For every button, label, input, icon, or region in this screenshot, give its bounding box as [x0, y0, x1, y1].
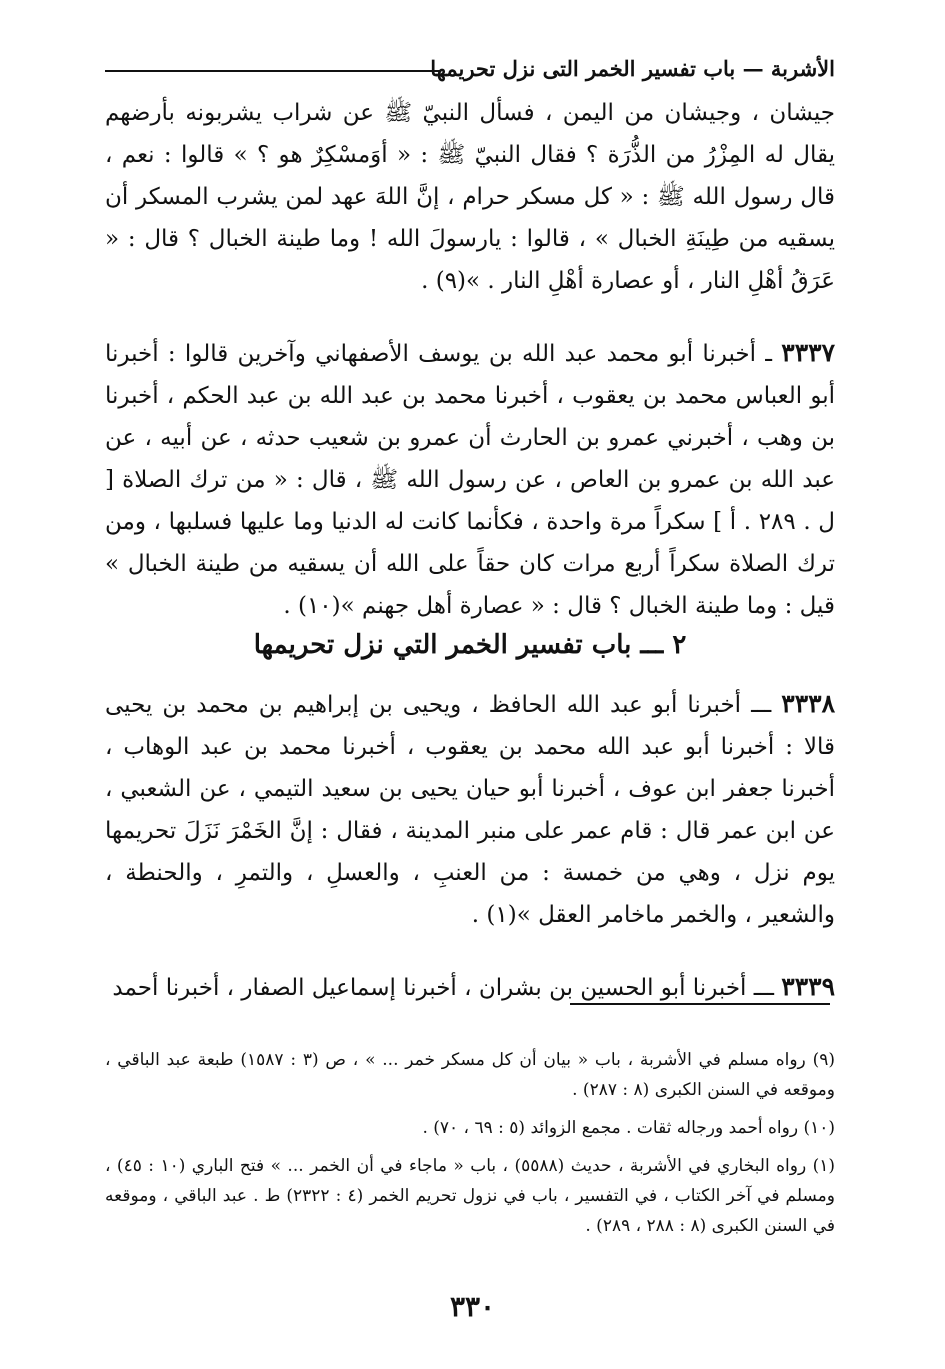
page-number: ٣٣٠	[449, 1290, 496, 1323]
section-title: ٢ ـــ باب تفسير الخمر التي نزل تحريمها	[253, 630, 687, 660]
paragraph-3337	[105, 332, 835, 627]
paragraph-text: ـــ أخبرنا أبو عبد الله الحافظ ، ويحيى بن إبراهيم بن محمد بن يحيى قالا : أخبرنا أبو عبد الله محمد بن يعقوب ، أخبرنا محمد بن عبد الوهاب ، أخبرنا جعفر ابن عوف ، أخبرنا أبو حيان يحيى بن سعيد التيمي ، عن الشعبي ، عن ابن عمر قال : قام عمر على منبر المدينة ، فقال : إنَّ الخَمْرَ نَزَلَ تحريمها يوم نزل ، وهي من خمسة : من العنبِ ، والعسلِ ، والتمرِ ، والحنطة ، والشعير ، والخمر ماخامر العقل »(١) .	[105, 692, 835, 928]
footnote-9: (٩) رواه مسلم في الأشربة ، باب « بيان أن كل مسكر خمر ... » ، ص (٣ : ١٥٨٧) طبعة عبد الباقي ، وموقعه في السنن الكبرى (٨ : ٢٨٧) .	[105, 1050, 835, 1100]
footnote-10: (١٠) رواه أحمد ورجاله ثقات . مجمع الزوائد (٥ : ٦٩ ، ٧٠) .	[422, 1118, 835, 1138]
paragraph-text: ـــ أخبرنا أبو الحسين بن بشران ، أخبرنا إسماعيل الصفار ، أخبرنا أحمد	[112, 975, 774, 1001]
hadith-number: ٣٣٣٩	[781, 972, 835, 1001]
main-text-2	[105, 683, 835, 1039]
footnote-separator	[570, 1003, 830, 1005]
hadith-number: ٣٣٣٨	[781, 689, 835, 718]
running-header	[105, 48, 835, 88]
paragraph-text: ـ أخبرنا أبو محمد عبد الله بن يوسف الأصفهاني وآخرين قالوا : أخبرنا أبو العباس محمد بن يعقوب ، أخبرنا محمد بن عبد الله بن عبد الحكم ، أخبرنا بن وهب ، أخبرني عمرو بن الحارث أن عمرو بن شعيب حدثه ، عن أبيه ، عن عبد الله بن عمرو بن العاص ، عن رسول الله ﷺ ، قال : « من ترك الصلاة [ ل . ٢٨٩ . أ ] سكراً مرة واحدة ، فكأنما كانت له الدنيا وما عليها فسلبها ، ومن ترك الصلاة سكراً أربع مرات كان حقاً على الله أن يسقيه من طينة الخبال » قيل : وما طينة الخبال ؟ قال : « عصارة أهل جهنم »(١٠) .	[105, 341, 835, 619]
paragraph-3338	[105, 683, 835, 936]
footnote-1: (١) رواه البخاري في الأشربة ، حديث (٥٥٨٨) ، باب « ماجاء في أن الخمر ... » فتح الباري (١٠ : ٤٥) ، ومسلم في آخر الكتاب ، في التفسير ، باب في نزول تحريم الخمر (٤ : ٢٣٢٢) ط . عبد الباقي ، وموقعه في السنن الكبرى (٨ : ٢٨٨ ، ٢٨٩) .	[105, 1156, 835, 1236]
hadith-number: ٣٣٣٧	[781, 338, 836, 367]
main-text	[105, 92, 835, 657]
footnotes	[105, 1045, 835, 1249]
paragraph-continuation	[105, 92, 835, 302]
paragraph-text: جيشان ، وجيشان من اليمن ، فسأل النبيّ ﷺ عن شراب يشربونه بأرضهم يقال له المِزْرُ من الذُّرَة ؟ فقال النبيّ ﷺ : « أوَمسْكِرٌ هو ؟ » قالوا : نعم ، قال رسول الله ﷺ : « كل مسكر حرام ، إنَّ اللهَ عهد لمن يشرب المسكر أن يسقيه من طِينَةِ الخبال » ، قالوا : يارسولَ الله ! وما طينة الخبال ؟ قال : « عَرَقُ أهْلِ النار ، أو عصارة أهْلِ النار . »(٩) .	[105, 100, 835, 294]
header-rule	[105, 70, 440, 72]
header-title: الأشربة — باب تفسير الخمر التى نزل تحريمها	[430, 56, 835, 81]
